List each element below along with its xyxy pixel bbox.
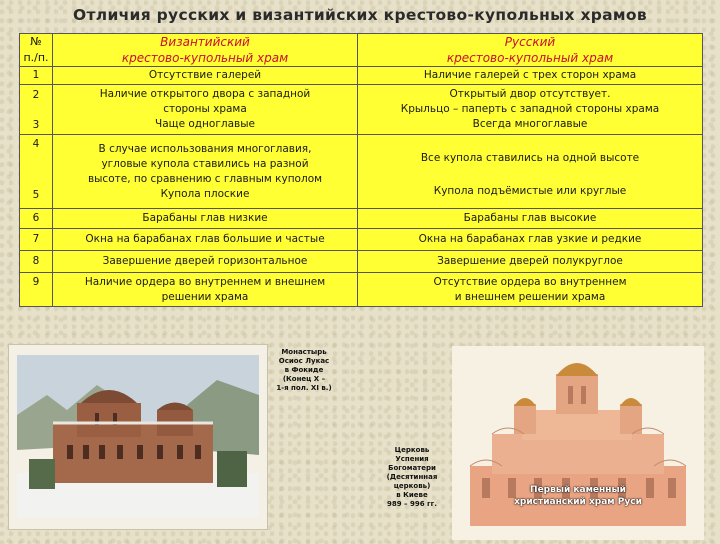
row-number-3: 3: [32, 119, 40, 131]
byzantine-line: угловые купола ставились на разной: [101, 157, 309, 170]
monastery-caption-line: в Фокиде: [284, 366, 324, 374]
table-row: [20, 85, 703, 135]
russian-line: Все купола ставились на одной высоте: [420, 152, 640, 164]
monastery-caption-line: Монастырь: [281, 348, 327, 356]
table-row: [20, 251, 703, 273]
byzantine-line: Наличие открытого двора с западной: [99, 88, 311, 100]
table-row: [20, 273, 703, 307]
header-number-line1: №: [30, 35, 42, 48]
comparison-table: [19, 33, 703, 307]
russian-cell: Барабаны глав высокие: [358, 209, 703, 229]
church-caption-line: (Десятинная: [386, 473, 438, 481]
russian-line: Всегда многоглавые: [472, 118, 588, 130]
row-number: [20, 135, 53, 209]
row-number-2: 2: [32, 89, 40, 101]
church-caption-line: Успения: [395, 455, 429, 463]
row-number: 8: [20, 251, 53, 273]
monastery-caption-line: Осиос Лукас: [278, 357, 330, 365]
church-caption: [380, 446, 444, 509]
byzantine-line: стороны храма: [163, 103, 247, 115]
russian-cell: Наличие галерей с трех сторон храма: [358, 67, 703, 85]
row-number: [20, 85, 53, 135]
page-title: Отличия русских и византийских крестово-купольных храмов: [73, 6, 647, 24]
table-row: [20, 209, 703, 229]
russian-cell: Окна на барабанах глав узкие и редкие: [358, 229, 703, 251]
russian-cell: [358, 85, 703, 135]
church-banner: [498, 484, 658, 508]
russian-cell: Завершение дверей полукруглое: [358, 251, 703, 273]
illustrations-area: [0, 334, 720, 540]
byzantine-line: В случае использования многоглавия,: [98, 142, 312, 155]
header-byzantine-line2: крестово-купольный храм: [121, 51, 289, 65]
row-number: 7: [20, 229, 53, 251]
church-caption-line: в Киеве: [396, 491, 428, 499]
byzantine-cell: Барабаны глав низкие: [53, 209, 358, 229]
monastery-caption-line: (Конец X –: [282, 375, 326, 383]
church-caption-line: церковь): [393, 482, 431, 490]
russian-line: Купола подъёмистые или круглые: [433, 185, 627, 197]
russian-cell: [358, 273, 703, 307]
church-banner-line: Первый каменный: [530, 485, 626, 495]
header-number-line2: п./п.: [23, 51, 49, 64]
russian-line: Отсутствие ордера во внутреннем: [433, 275, 627, 288]
russian-line: Крыльцо – паперть с западной стороны храма: [400, 103, 660, 115]
monastery-caption-line: 1-я пол. XI в.): [276, 384, 332, 392]
byzantine-cell: [53, 85, 358, 135]
header-russian-line2: крестово-купольный храм: [446, 51, 614, 65]
row-number: 1: [20, 67, 53, 85]
byzantine-cell: Завершение дверей горизонтальное: [53, 251, 358, 273]
header-byzantine: [53, 34, 358, 67]
byzantine-line: высоте, по сравнению с главным куполом: [87, 172, 323, 185]
monastery-caption: [270, 348, 338, 393]
header-number: [20, 34, 53, 67]
church-caption-line: Богоматери: [388, 464, 436, 472]
russian-line: Открытый двор отсутствует.: [449, 88, 611, 100]
row-number-5: 5: [32, 189, 40, 201]
monastery-photo: [17, 355, 259, 517]
row-number-4: 4: [32, 138, 40, 150]
church-banner-line: христианский храм Руси: [514, 497, 642, 507]
header-russian: [358, 34, 703, 67]
russian-line: и внешнем решении храма: [454, 290, 606, 303]
byzantine-cell: [53, 135, 358, 209]
table-row: [20, 229, 703, 251]
church-caption-line: Церковь: [394, 446, 430, 454]
monastery-photo-frame: [8, 344, 268, 530]
table-row: [20, 67, 703, 85]
byzantine-line: Наличие ордера во внутреннем и внешнем: [84, 275, 326, 288]
header-russian-line1: Русский: [504, 35, 556, 49]
row-number: 9: [20, 273, 53, 307]
byzantine-line: Купола плоские: [160, 187, 250, 200]
header-byzantine-line1: Византийский: [160, 35, 250, 49]
byzantine-line: Чаще одноглавые: [155, 118, 255, 130]
church-drawing: [452, 346, 704, 540]
byzantine-cell: Отсутствие галерей: [53, 67, 358, 85]
byzantine-cell: [53, 273, 358, 307]
church-caption-line: 989 – 996 гг.: [386, 500, 437, 508]
table-row: [20, 135, 703, 209]
table-header-row: [20, 34, 703, 67]
russian-cell: [358, 135, 703, 209]
byzantine-line: решении храма: [161, 290, 249, 303]
row-number: 6: [20, 209, 53, 229]
byzantine-cell: Окна на барабанах глав большие и частые: [53, 229, 358, 251]
